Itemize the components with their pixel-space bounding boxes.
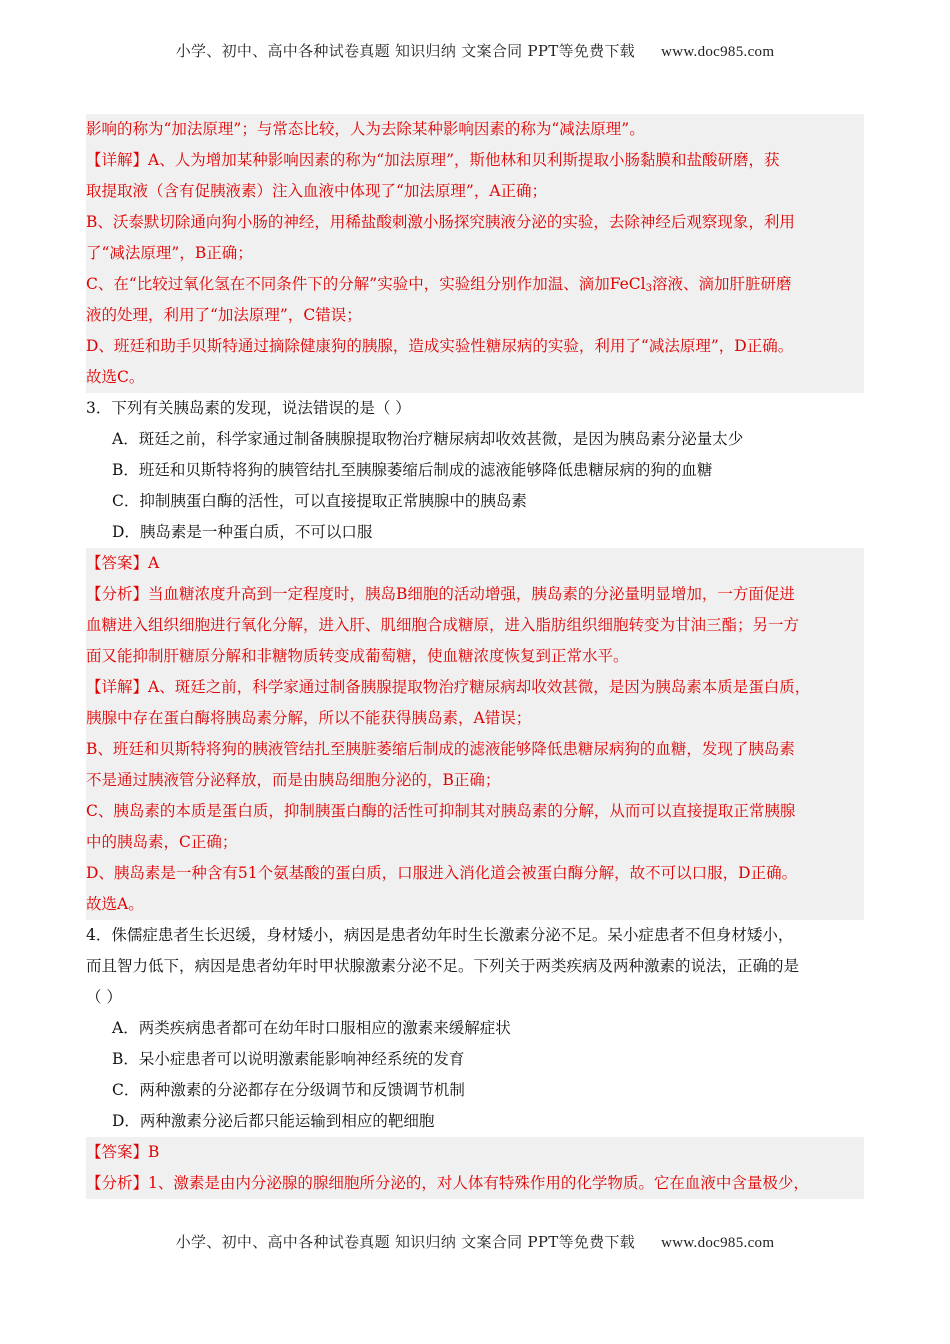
option-a: A．斑廷之前，科学家通过制备胰腺提取物治疗糖尿病却收效甚微，是因为胰岛素分泌量太少 bbox=[86, 424, 864, 455]
analysis-line: 【分析】当血糖浓度升高到一定程度时，胰岛B细胞的活动增强，胰岛素的分泌量明显增加，一方面促进 bbox=[86, 579, 864, 610]
question-stem: 4．侏儒症患者生长迟缓，身材矮小，病因是患者幼年时生长激素分泌不足。呆小症患者不但身材矮小， bbox=[86, 920, 864, 951]
option-b: B．班廷和贝斯特将狗的胰管结扎至胰腺萎缩后制成的滤液能够降低患糖尿病的狗的血糖 bbox=[86, 455, 864, 486]
answer-block-q2 bbox=[86, 114, 864, 393]
detail-line: 了“减法原理”，B正确； bbox=[86, 238, 864, 269]
footer-site-link[interactable]: www.doc985.com bbox=[661, 1235, 775, 1251]
conclusion-line: 故选C。 bbox=[86, 362, 864, 393]
detail-line: B、班廷和贝斯特将狗的胰液管结扎至胰脏萎缩后制成的滤液能够降低患糖尿病狗的血糖，发现了胰岛素 bbox=[86, 734, 864, 765]
answer-line: 【答案】B bbox=[86, 1137, 864, 1168]
conclusion-line: 故选A。 bbox=[86, 889, 864, 920]
detail-line: 不是通过胰液管分泌释放，而是由胰岛细胞分泌的，B正确； bbox=[86, 765, 864, 796]
detail-line: D、胰岛素是一种含有51个氨基酸的蛋白质，口服进入消化道会被蛋白酶分解，故不可以口服，D正确。 bbox=[86, 858, 864, 889]
detail-line: 【详解】A、斑廷之前，科学家通过制备胰腺提取物治疗糖尿病却收效甚微，是因为胰岛素本质是蛋白质， bbox=[86, 672, 864, 703]
answer-block-q3 bbox=[86, 548, 864, 920]
analysis-line: 面又能抑制肝糖原分解和非糖物质转变成葡萄糖，使血糖浓度恢复到正常水平。 bbox=[86, 641, 864, 672]
document-body bbox=[86, 114, 864, 1199]
option-d: D．胰岛素是一种蛋白质，不可以口服 bbox=[86, 517, 864, 548]
question-4 bbox=[86, 920, 864, 1137]
answer-block-q4 bbox=[86, 1137, 864, 1199]
detail-text: C、在“比较过氧化氢在不同条件下的分解”实验中，实验组分别作加温、滴加FeCl bbox=[86, 275, 646, 293]
question-stem: （ ） bbox=[86, 982, 864, 1013]
option-a: A．两类疾病患者都可在幼年时口服相应的激素来缓解症状 bbox=[86, 1013, 864, 1044]
question-stem: 而且智力低下，病因是患者幼年时甲状腺激素分泌不足。下列关于两类疾病及两种激素的说法，正确的是 bbox=[86, 951, 864, 982]
detail-line: C、胰岛素的本质是蛋白质，抑制胰蛋白酶的活性可抑制其对胰岛素的分解，从而可以直接提取正常胰腺 bbox=[86, 796, 864, 827]
analysis-line: 【分析】1、激素是由内分泌腺的腺细胞所分泌的，对人体有特殊作用的化学物质。它在血液中含量极少， bbox=[86, 1168, 864, 1199]
detail-line: 胰腺中存在蛋白酶将胰岛素分解，所以不能获得胰岛素，A错误； bbox=[86, 703, 864, 734]
detail-line: 液的处理，利用了“加法原理”，C错误； bbox=[86, 300, 864, 331]
page-footer bbox=[0, 1231, 950, 1252]
detail-line: 【详解】A、人为增加某种影响因素的称为“加法原理”，斯他林和贝利斯提取小肠黏膜和盐酸研磨，获 bbox=[86, 145, 864, 176]
detail-line: B、沃泰默切除通向狗小肠的神经，用稀盐酸刺激小肠探究胰液分泌的实验，去除神经后观察现象，利用 bbox=[86, 207, 864, 238]
subscript: 3 bbox=[645, 283, 652, 294]
detail-line: 中的胰岛素，C正确； bbox=[86, 827, 864, 858]
option-d: D．两种激素分泌后都只能运输到相应的靶细胞 bbox=[86, 1106, 864, 1137]
detail-line bbox=[86, 269, 864, 300]
detail-text: 溶液、滴加肝脏研磨 bbox=[651, 275, 792, 293]
question-3 bbox=[86, 393, 864, 548]
answer-line: 【答案】A bbox=[86, 548, 864, 579]
question-stem: 3．下列有关胰岛素的发现，说法错误的是（ ） bbox=[86, 393, 864, 424]
header-site-link[interactable]: www.doc985.com bbox=[661, 44, 775, 60]
option-c: C．抑制胰蛋白酶的活性，可以直接提取正常胰腺中的胰岛素 bbox=[86, 486, 864, 517]
analysis-line: 血糖进入组织细胞进行氧化分解，进入肝、肌细胞合成糖原，进入脂肪组织细胞转变为甘油三酯；另一方 bbox=[86, 610, 864, 641]
footer-text: 小学、初中、高中各种试卷真题 知识归纳 文案合同 PPT等免费下载 bbox=[175, 1233, 636, 1251]
detail-line: D、班廷和助手贝斯特通过摘除健康狗的胰腺，造成实验性糖尿病的实验，利用了“减法原理”，D正确。 bbox=[86, 331, 864, 362]
header-text: 小学、初中、高中各种试卷真题 知识归纳 文案合同 PPT等免费下载 bbox=[175, 42, 636, 60]
page-header bbox=[0, 40, 950, 61]
analysis-line: 影响的称为“加法原理”；与常态比较，人为去除某种影响因素的称为“减法原理”。 bbox=[86, 114, 864, 145]
option-b: B．呆小症患者可以说明激素能影响神经系统的发育 bbox=[86, 1044, 864, 1075]
option-c: C．两种激素的分泌都存在分级调节和反馈调节机制 bbox=[86, 1075, 864, 1106]
detail-line: 取提取液（含有促胰液素）注入血液中体现了“加法原理”，A正确； bbox=[86, 176, 864, 207]
